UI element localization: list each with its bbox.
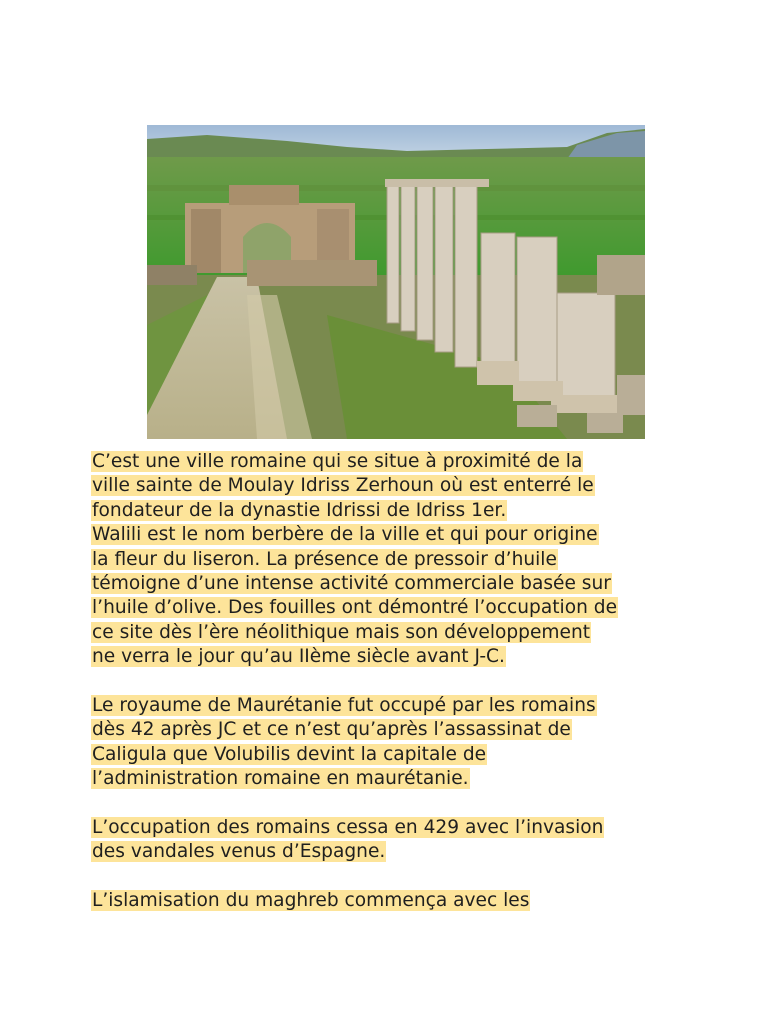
- text-line: Caligula que Volubilis devint la capitale de: [92, 743, 487, 765]
- paragraph-4: [91, 889, 691, 913]
- text-line: dès 42 après JC et ce n’est qu’après l’assassinat de: [92, 719, 571, 741]
- ruins-photo: [147, 125, 645, 439]
- text-line: Le royaume de Maurétanie fut occupé par les romains: [92, 695, 596, 717]
- text-line: Walili est le nom berbère de la ville et qui pour origine: [92, 524, 598, 546]
- text-line: L’islamisation du maghreb commença avec les: [92, 890, 530, 912]
- text-line: ce site dès l’ère néolithique mais son développement: [92, 621, 591, 643]
- paragraph-2: [91, 694, 691, 792]
- article-text: [91, 450, 691, 938]
- text-line: ville sainte de Moulay Idriss Zerhoun où est enterré le: [92, 475, 594, 497]
- text-line: ne verra le jour qu’au IIème siècle avant J-C.: [92, 646, 505, 668]
- text-line: des vandales venus d’Espagne.: [92, 841, 386, 863]
- text-line: fondateur de la dynastie Idrissi de Idriss 1er.: [92, 499, 507, 521]
- text-line: témoigne d’une intense activité commerciale basée sur: [92, 573, 611, 595]
- paragraph-1: [91, 450, 691, 670]
- text-line: l’administration romaine en maurétanie.: [92, 768, 469, 790]
- text-line: C’est une ville romaine qui se situe à proximité de la: [92, 451, 583, 472]
- text-line: L’occupation des romains cessa en 429 avec l’invasion: [92, 817, 604, 839]
- paragraph-3: [91, 816, 691, 865]
- text-line: l’huile d’olive. Des fouilles ont démontré l’occupation de: [92, 597, 618, 619]
- text-line: la fleur du liseron. La présence de pressoir d’huile: [92, 548, 557, 570]
